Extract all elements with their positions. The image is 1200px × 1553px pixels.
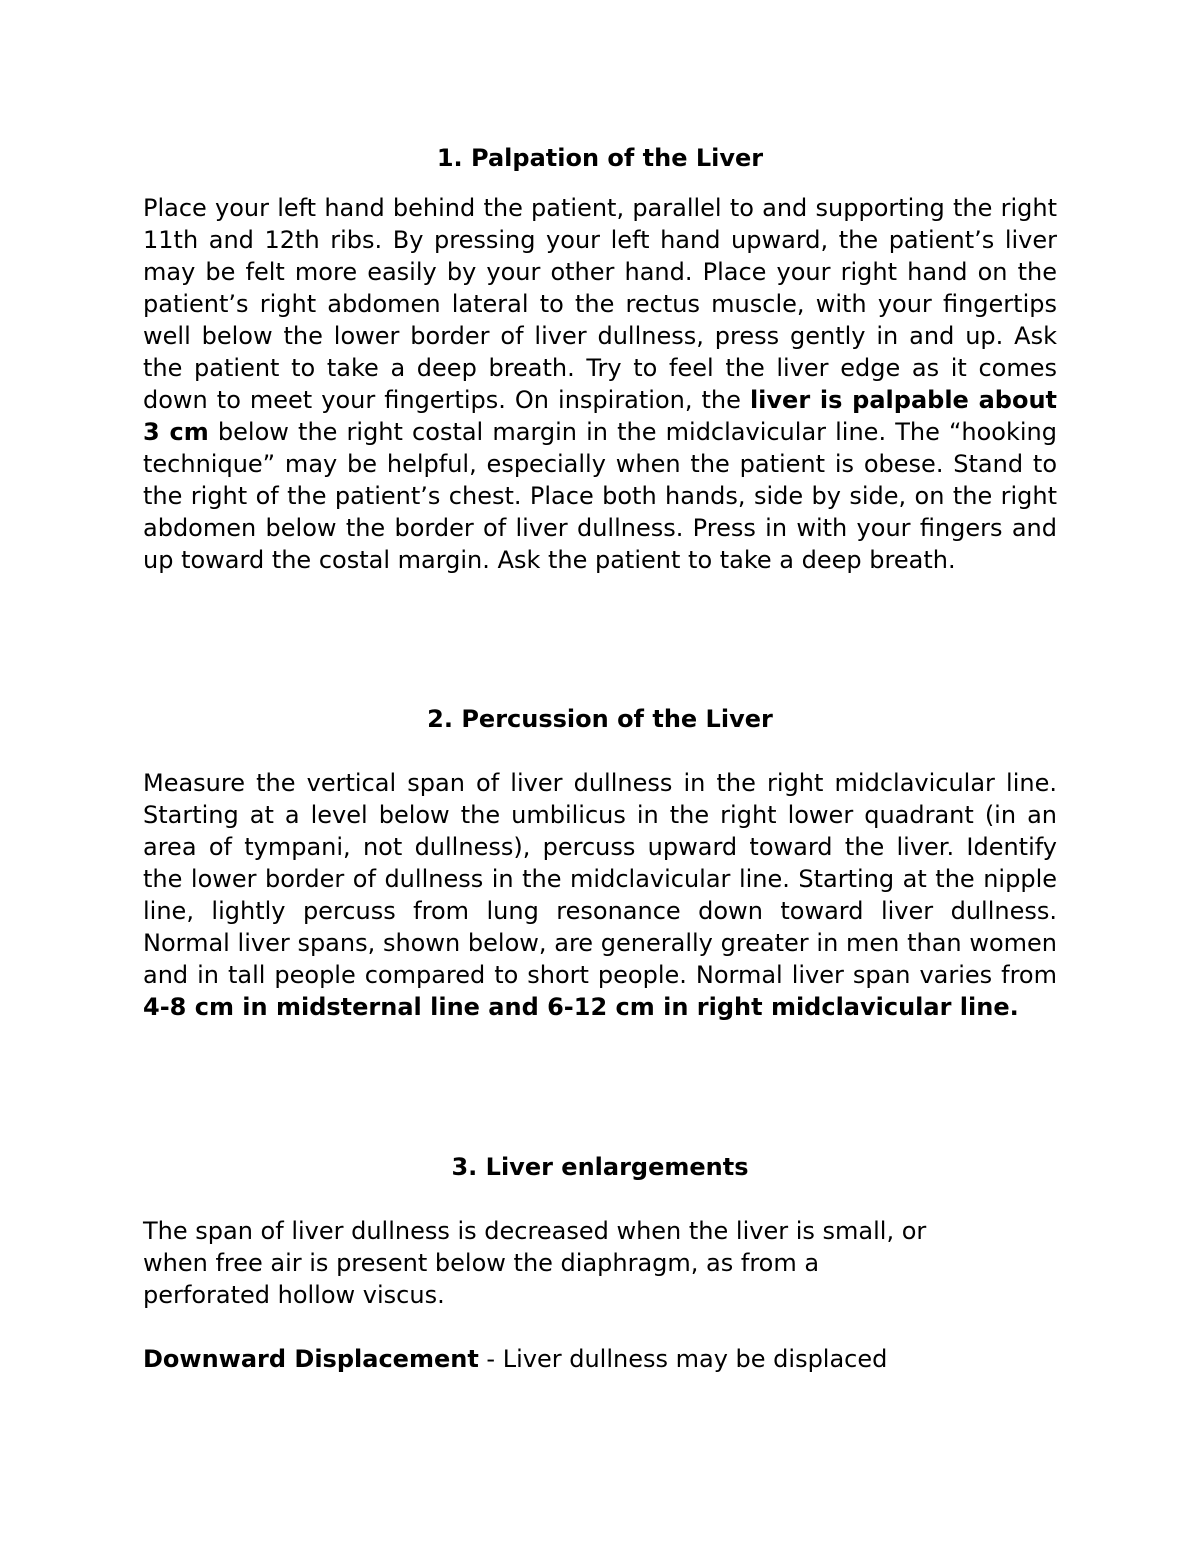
paragraph-downward-displacement: [143, 1343, 1057, 1375]
paragraph-percussion: [143, 767, 1057, 1023]
bold-text: 4-8 cm in midsternal line and 6-12 cm in right midclavicular line.: [143, 993, 1019, 1021]
paragraph-text: Measure the vertical span of liver dullness in the right midclavicular line. Starting at a level below the umbilicus in the right lower quadrant (in an area of tympani, not dullness), percuss upward toward the liver. Identify the lower border of dullness in the midclavicular line. Starting at the nipple line, lightly percuss from lung resonance down toward liver dullness. Normal liver spans, shown below, are generally greater in men than women and in tall people compared to short people. Normal liver span varies from: [143, 769, 1057, 989]
paragraph-text: below the right costal margin in the midclavicular line. The “hooking technique” may be helpful, especially when the patient is obese. Stand to the right of the patient’s chest. Place both hands, side by side, on the right abdomen below the border of liver dullness. Press in with your fingers and up toward the costal margin. Ask the patient to take a deep breath.: [143, 418, 1057, 574]
section-heading-palpation: 1. Palpation of the Liver: [436, 144, 764, 172]
paragraph-text: - Liver dullness may be displaced: [478, 1345, 888, 1373]
paragraph-enlargements: The span of liver dullness is decreased when the liver is small, or when free air is present below the diaphragm, as from a perforated hollow viscus.: [143, 1217, 927, 1309]
bold-text: Downward Displacement: [143, 1345, 479, 1373]
paragraph-text: Place your left hand behind the patient, parallel to and supporting the right 11th and 12th ribs. By pressing your left hand upward, the patient’s liver may be felt more easily by your other hand. Place your right hand on the patient’s right abdomen lateral to the rectus muscle, with your fingertips well below the lower border of liver dullness, press gently in and up. Ask the patient to take a deep breath. Try to feel the liver edge as it comes down to meet your fingertips. On inspiration, the: [143, 194, 1057, 414]
paragraph-palpation: [143, 192, 1057, 576]
section-heading-enlargements: 3. Liver enlargements: [451, 1153, 749, 1181]
section-heading-percussion: 2. Percussion of the Liver: [427, 705, 773, 733]
bold-text: liver is palpable about 3 cm: [143, 386, 1057, 446]
